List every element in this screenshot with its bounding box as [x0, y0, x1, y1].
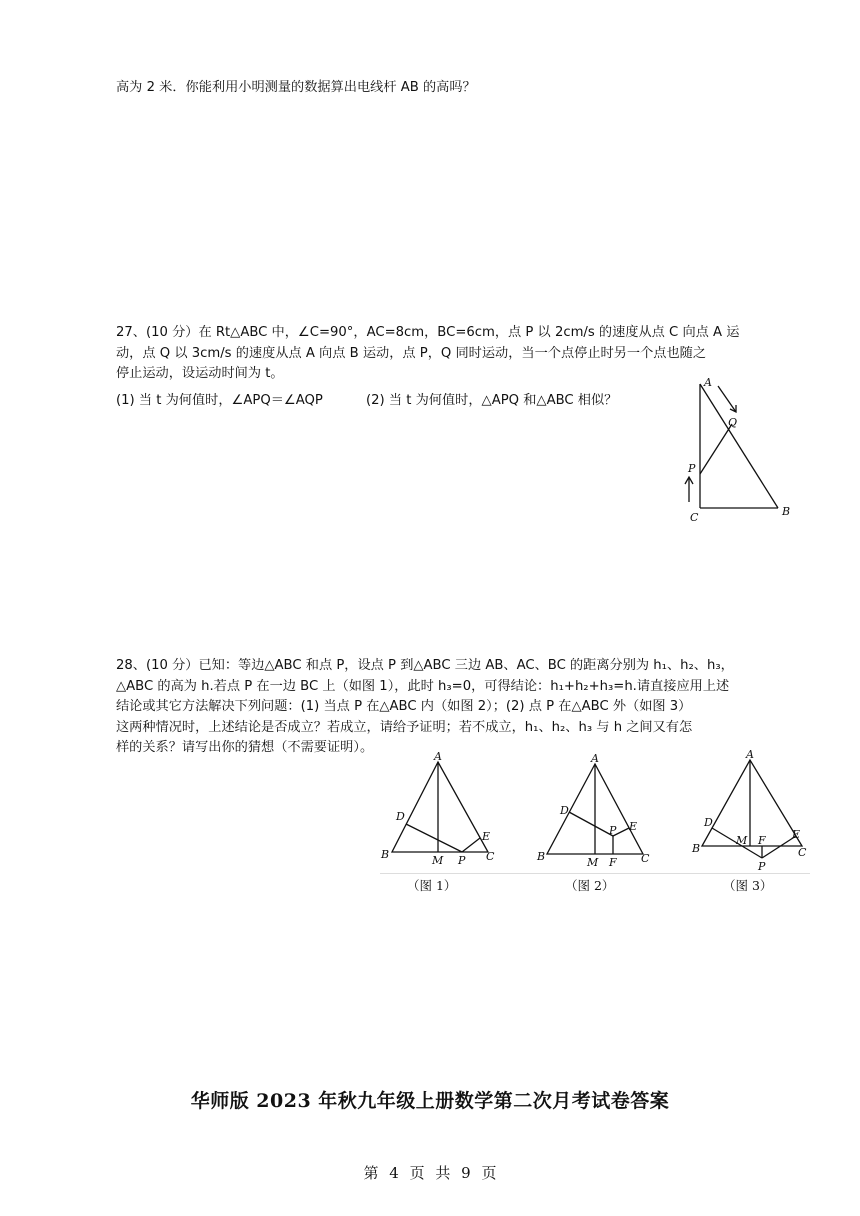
- q27-paragraph: [116, 323, 776, 385]
- label-P: P: [688, 462, 696, 475]
- q28-paragraph: [116, 656, 776, 759]
- q28-figure-1: [380, 752, 510, 872]
- caption-figure-3: （图 3）: [723, 878, 773, 893]
- fig2-label-A: A: [591, 752, 599, 765]
- fig1-label-E: E: [482, 830, 491, 843]
- fig3-label-B: B: [692, 842, 701, 855]
- label-A: A: [704, 376, 712, 389]
- q26-tail-text: 高为 2 米．你能利用小明测量的数据算出电线杆 AB 的高吗？: [116, 80, 476, 95]
- figure-divider: [380, 873, 810, 874]
- side-AB: [700, 384, 778, 508]
- motion-arrow-Q: [718, 386, 736, 412]
- fig3-label-A: A: [746, 748, 754, 761]
- fig3-label-D: D: [704, 816, 713, 829]
- q27-triangle-figure: [680, 376, 800, 526]
- fig1-label-D: D: [396, 810, 405, 823]
- q27-line-2: 动，点 Q 以 3cm/s 的速度从点 A 向点 B 运动，点 P，Q 同时运动，当一个点停止时另一个点也随之: [116, 345, 707, 361]
- q28-line-4: 这两种情况时，上述结论是否成立？若成立，请给予证明；若不成立，h₁、h₂、h₃ 与 h 之间又有怎: [116, 719, 693, 735]
- q28-figure-2: [535, 752, 665, 872]
- q28-figure-3: [692, 748, 822, 873]
- page-number-footer: 第 4 页 共 9 页: [363, 1164, 497, 1182]
- fig2-label-B: B: [537, 850, 546, 863]
- fig3-label-C: C: [798, 846, 807, 859]
- fig1-label-M: M: [432, 854, 444, 867]
- q28-line-3: 结论或其它方法解决下列问题：(1) 当点 P 在△ABC 内（如图 2）；(2) 点 P 在△ABC 外（如图 3）: [116, 699, 692, 714]
- q27-line-3: 停止运动，设运动时间为 t。: [116, 366, 284, 381]
- fig3-label-F: F: [758, 834, 766, 847]
- label-C: C: [690, 511, 699, 524]
- fig1-label-C: C: [486, 850, 495, 863]
- label-B: B: [782, 505, 791, 518]
- q28-line-1: 28、(10 分）已知：等边△ABC 和点 P，设点 P 到△ABC 三边 AB、AC、BC 的距离分别为 h₁、h₂、h₃，: [116, 658, 734, 673]
- q27-line-1: 27、(10 分）在 Rt△ABC 中，∠C=90°，AC=8cm，BC=6cm，点 P 以 2cm/s 的速度从点 C 向点 A 运: [116, 325, 740, 340]
- fig2-label-C: C: [641, 852, 650, 865]
- fig1-label-B: B: [381, 848, 390, 861]
- segment-PQ: [700, 424, 732, 474]
- caption-figure-1: （图 1）: [407, 878, 457, 893]
- answer-key-title: 华师版 2023 年秋九年级上册数学第二次月考试卷答案: [190, 1090, 670, 1112]
- fig2-label-M: M: [587, 856, 599, 869]
- caption-figure-2: （图 2）: [565, 878, 615, 893]
- q28-line-2: △ABC 的高为 h.若点 P 在一边 BC 上（如图 1），此时 h₃=0，可得结论：h₁+h₂+h₃=h.请直接应用上述: [116, 678, 730, 694]
- fig2-label-F: F: [609, 856, 617, 869]
- fig3-label-M: M: [736, 834, 748, 847]
- fig2-label-E: E: [629, 820, 638, 833]
- q27-subquestion-1: (1) 当 t 为何值时，∠APQ＝∠AQP: [116, 393, 323, 408]
- q28-line-5: 样的关系？请写出你的猜想（不需要证明）。: [116, 740, 374, 755]
- label-Q: Q: [728, 416, 738, 429]
- fig1-label-A: A: [434, 750, 442, 763]
- fig2-label-P: P: [609, 824, 617, 837]
- fig3-label-P: P: [758, 860, 766, 873]
- q27-subquestion-2: (2) 当 t 为何值时，△APQ 和△ABC 相似？: [366, 393, 618, 408]
- fig3-label-E: E: [792, 828, 801, 841]
- fig2-label-D: D: [560, 804, 569, 817]
- fig1-label-P: P: [458, 854, 466, 867]
